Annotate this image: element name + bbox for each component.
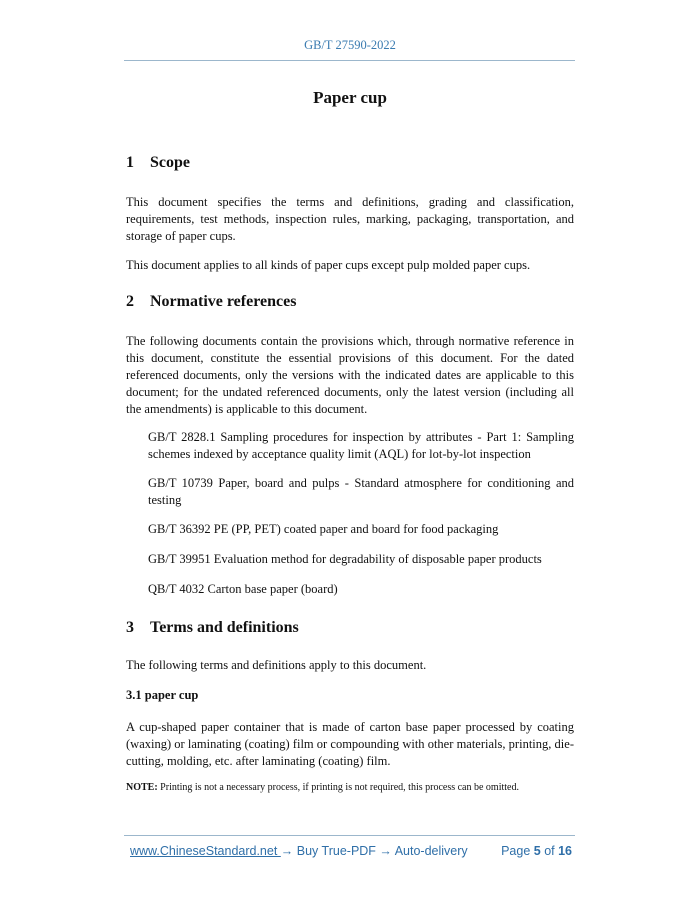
- page-total: 16: [558, 844, 572, 858]
- page-footer: [130, 844, 572, 858]
- page-current: 5: [533, 844, 541, 858]
- page-label: Page: [501, 844, 534, 858]
- note-label: NOTE:: [126, 782, 158, 793]
- page-header-title: GB/T 27590-2022: [304, 38, 396, 52]
- definition-paragraph: A cup-shaped paper container that is made of carton base paper processed by coating (waxing) or laminating (coating) film or compounding with other materials, printing, die-cutting, molding, etc. after laminating (coating) film.: [126, 720, 574, 768]
- section-terms-definitions: [126, 619, 574, 637]
- paragraph: This document applies to all kinds of paper cups except pulp molded paper cups.: [126, 258, 531, 272]
- section-number: 3: [126, 619, 134, 636]
- delivery-text: Auto-delivery: [391, 844, 468, 858]
- paragraph: The following documents contain the provisions which, through normative reference in this document, constitute the essential provisions of this document. For the dated referenced documents, only the versions with the indicated dates are applicable to this document; for the undated referenced documents, only the latest version (including all the amendments) is applicable to this document.: [126, 334, 574, 416]
- note: [126, 782, 574, 793]
- reference-item: GB/T 39951 Evaluation method for degradability of disposable paper products: [148, 552, 542, 566]
- subsection-heading: 3.1 paper cup: [126, 688, 199, 702]
- section-title: Normative references: [150, 293, 297, 310]
- header-divider: [124, 60, 575, 61]
- reference-item: GB/T 2828.1 Sampling procedures for inspection by attributes - Part 1: Sampling schemes indexed by acceptance quality limit (AQL) for lot-by-lot inspection: [148, 430, 574, 461]
- section-title: Terms and definitions: [150, 619, 299, 636]
- section-heading: [126, 154, 574, 172]
- section-number: 1: [126, 154, 134, 171]
- paragraph: This document specifies the terms and definitions, grading and classification, requirements, test methods, inspection rules, marking, packaging, transportation, and storage of paper cups.: [126, 195, 574, 243]
- note-text: Printing is not a necessary process, if printing is not required, this process can be omitted.: [157, 782, 519, 793]
- page-indicator: [501, 844, 572, 858]
- reference-item: QB/T 4032 Carton base paper (board): [148, 582, 338, 596]
- document-title: Paper cup: [313, 88, 387, 107]
- section-number: 2: [126, 293, 134, 310]
- paragraph: The following terms and definitions apply to this document.: [126, 658, 427, 672]
- arrow-right-icon: →: [379, 844, 392, 858]
- page-of: of: [540, 844, 559, 858]
- section-heading: [126, 619, 574, 637]
- reference-item: GB/T 10739 Paper, board and pulps - Standard atmosphere for conditioning and testing: [148, 476, 574, 507]
- reference-item: GB/T 36392 PE (PP, PET) coated paper and board for food packaging: [148, 522, 499, 536]
- website-link[interactable]: www.ChineseStandard.net: [130, 844, 281, 858]
- buy-text: Buy True-PDF: [293, 844, 380, 858]
- section-normative-references: [126, 293, 574, 311]
- footer-divider: [124, 835, 575, 836]
- section-scope: [126, 154, 574, 172]
- section-heading: [126, 293, 574, 311]
- section-title: Scope: [150, 154, 190, 171]
- arrow-right-icon: →: [280, 844, 294, 858]
